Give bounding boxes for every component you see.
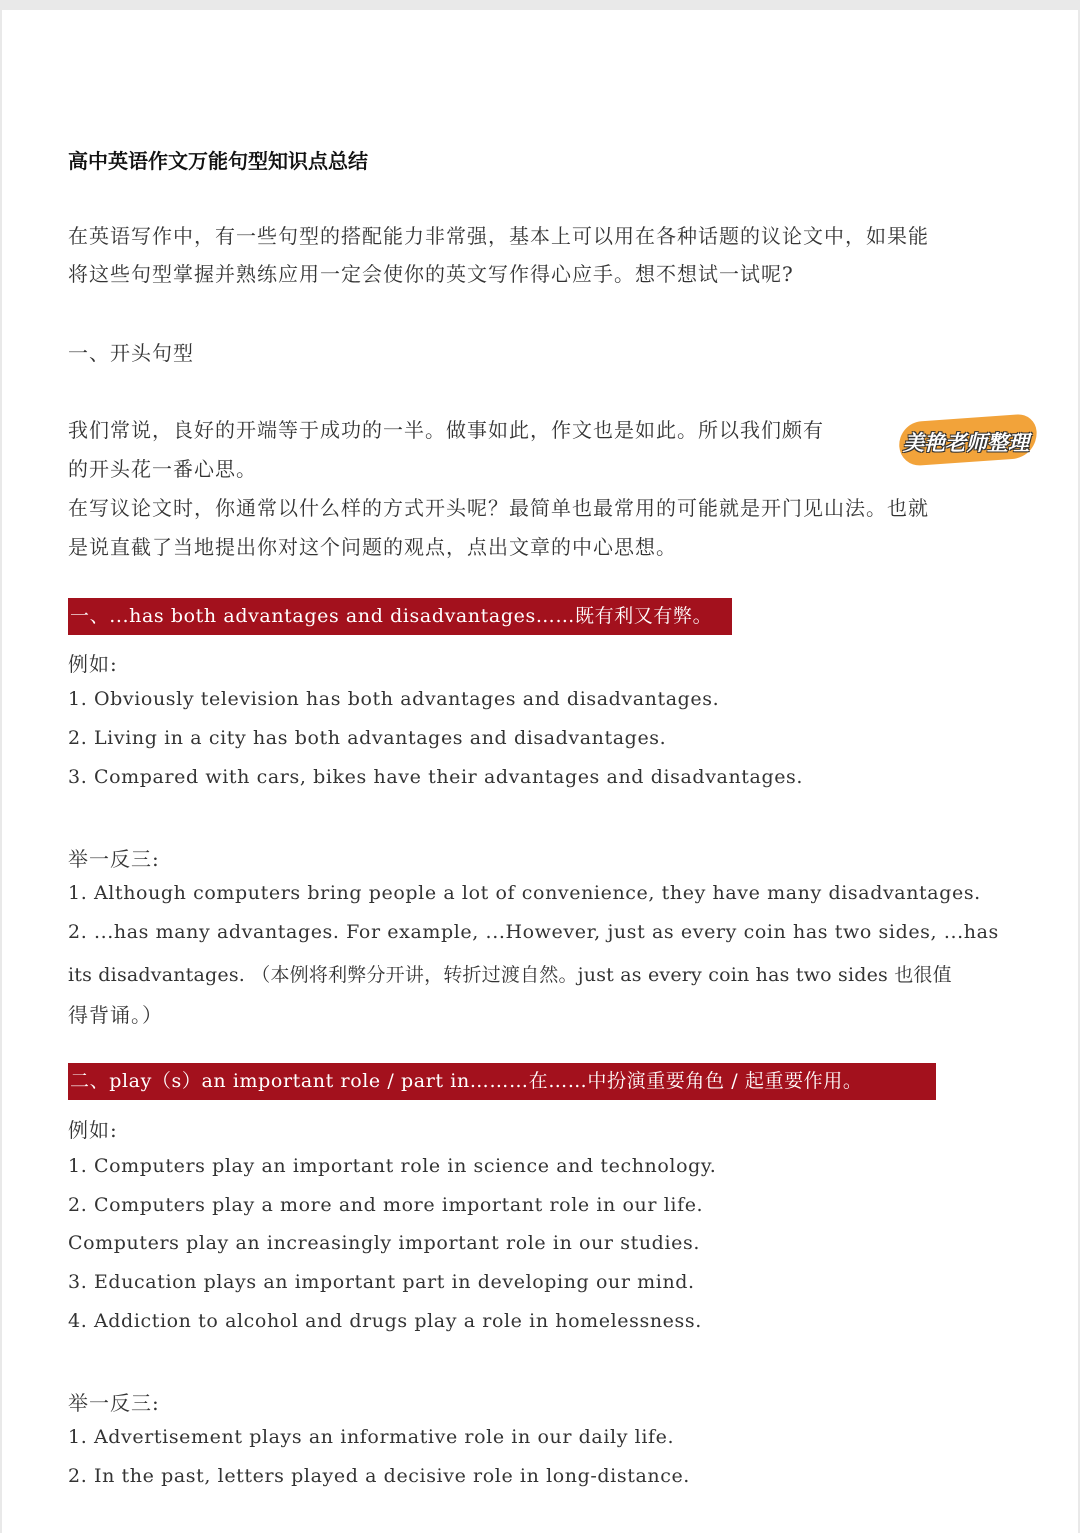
section-heading-opening: 一、开头句型 — [68, 341, 194, 365]
section-body-line-4: 是说直截了当地提出你对这个问题的观点，点出文章的中心思想。 — [68, 535, 677, 559]
intro-line-2: 将这些句型掌握并熟练应用一定会使你的英文写作得心应手。想不想试一试呢? — [68, 262, 794, 286]
pattern-2-extend-1: 1. Advertisement plays an informative role in our daily life. — [68, 1426, 675, 1448]
pattern-1-heading: 一、...has both advantages and disadvantages……既有利又有弊。 — [68, 598, 732, 635]
watermark-stamp — [895, 414, 1040, 466]
pattern-1-extend-2: 2. ...has many advantages. For example, ...However, just as every coin has two sides, ...has — [68, 921, 999, 943]
pattern-2-example-3: Computers play an increasingly important role in our studies. — [68, 1232, 700, 1254]
section-body-line-1: 我们常说，良好的开端等于成功的一半。做事如此，作文也是如此。所以我们颇有 — [68, 418, 824, 442]
pattern-2-heading: 二、play（s）an important role / part in………在……中扮演重要角色 / 起重要作用。 — [68, 1063, 936, 1100]
pattern-2-example-label: 例如: — [68, 1118, 118, 1142]
pattern-2-extend-label: 举一反三: — [68, 1391, 160, 1415]
pattern-2-example-1: 1. Computers play an important role in science and technology. — [68, 1155, 717, 1177]
watermark-text: 美艳老师整理 — [903, 431, 1029, 455]
pattern-2-example-2: 2. Computers play a more and more important role in our life. — [68, 1194, 704, 1216]
pattern-1-example-1: 1. Obviously television has both advantages and disadvantages. — [68, 688, 720, 710]
pattern-1-extend-1: 1. Although computers bring people a lot of convenience, they have many disadvantages. — [68, 882, 981, 904]
pattern-2-example-5: 4. Addiction to alcohol and drugs play a role in homelessness. — [68, 1310, 702, 1332]
pattern-2-extend-2: 2. In the past, letters played a decisive role in long-distance. — [68, 1465, 690, 1487]
pattern-1-extend-label: 举一反三: — [68, 847, 160, 871]
pattern-1-example-2: 2. Living in a city has both advantages and disadvantages. — [68, 727, 667, 749]
section-body-line-3: 在写议论文时，你通常以什么样的方式开头呢？最简单也最常用的可能就是开门见山法。也就 — [68, 496, 929, 520]
page-title: 高中英语作文万能句型知识点总结 — [68, 149, 368, 173]
pattern-1-extend-4: 得背诵。） — [68, 1003, 163, 1027]
intro-line-1: 在英语写作中，有一些句型的搭配能力非常强，基本上可以用在各种话题的议论文中，如果能 — [68, 224, 929, 248]
document-page — [2, 10, 1078, 1533]
pattern-1-example-label: 例如: — [68, 652, 118, 676]
pattern-1-example-3: 3. Compared with cars, bikes have their advantages and disadvantages. — [68, 766, 804, 788]
pattern-1-extend-3: its disadvantages. （本例将利弊分开讲，转折过渡自然。just as every coin has two sides 也很值 — [68, 964, 952, 986]
section-body-line-2: 的开头花一番心思。 — [68, 457, 257, 481]
pattern-2-example-4: 3. Education plays an important part in developing our mind. — [68, 1271, 695, 1293]
